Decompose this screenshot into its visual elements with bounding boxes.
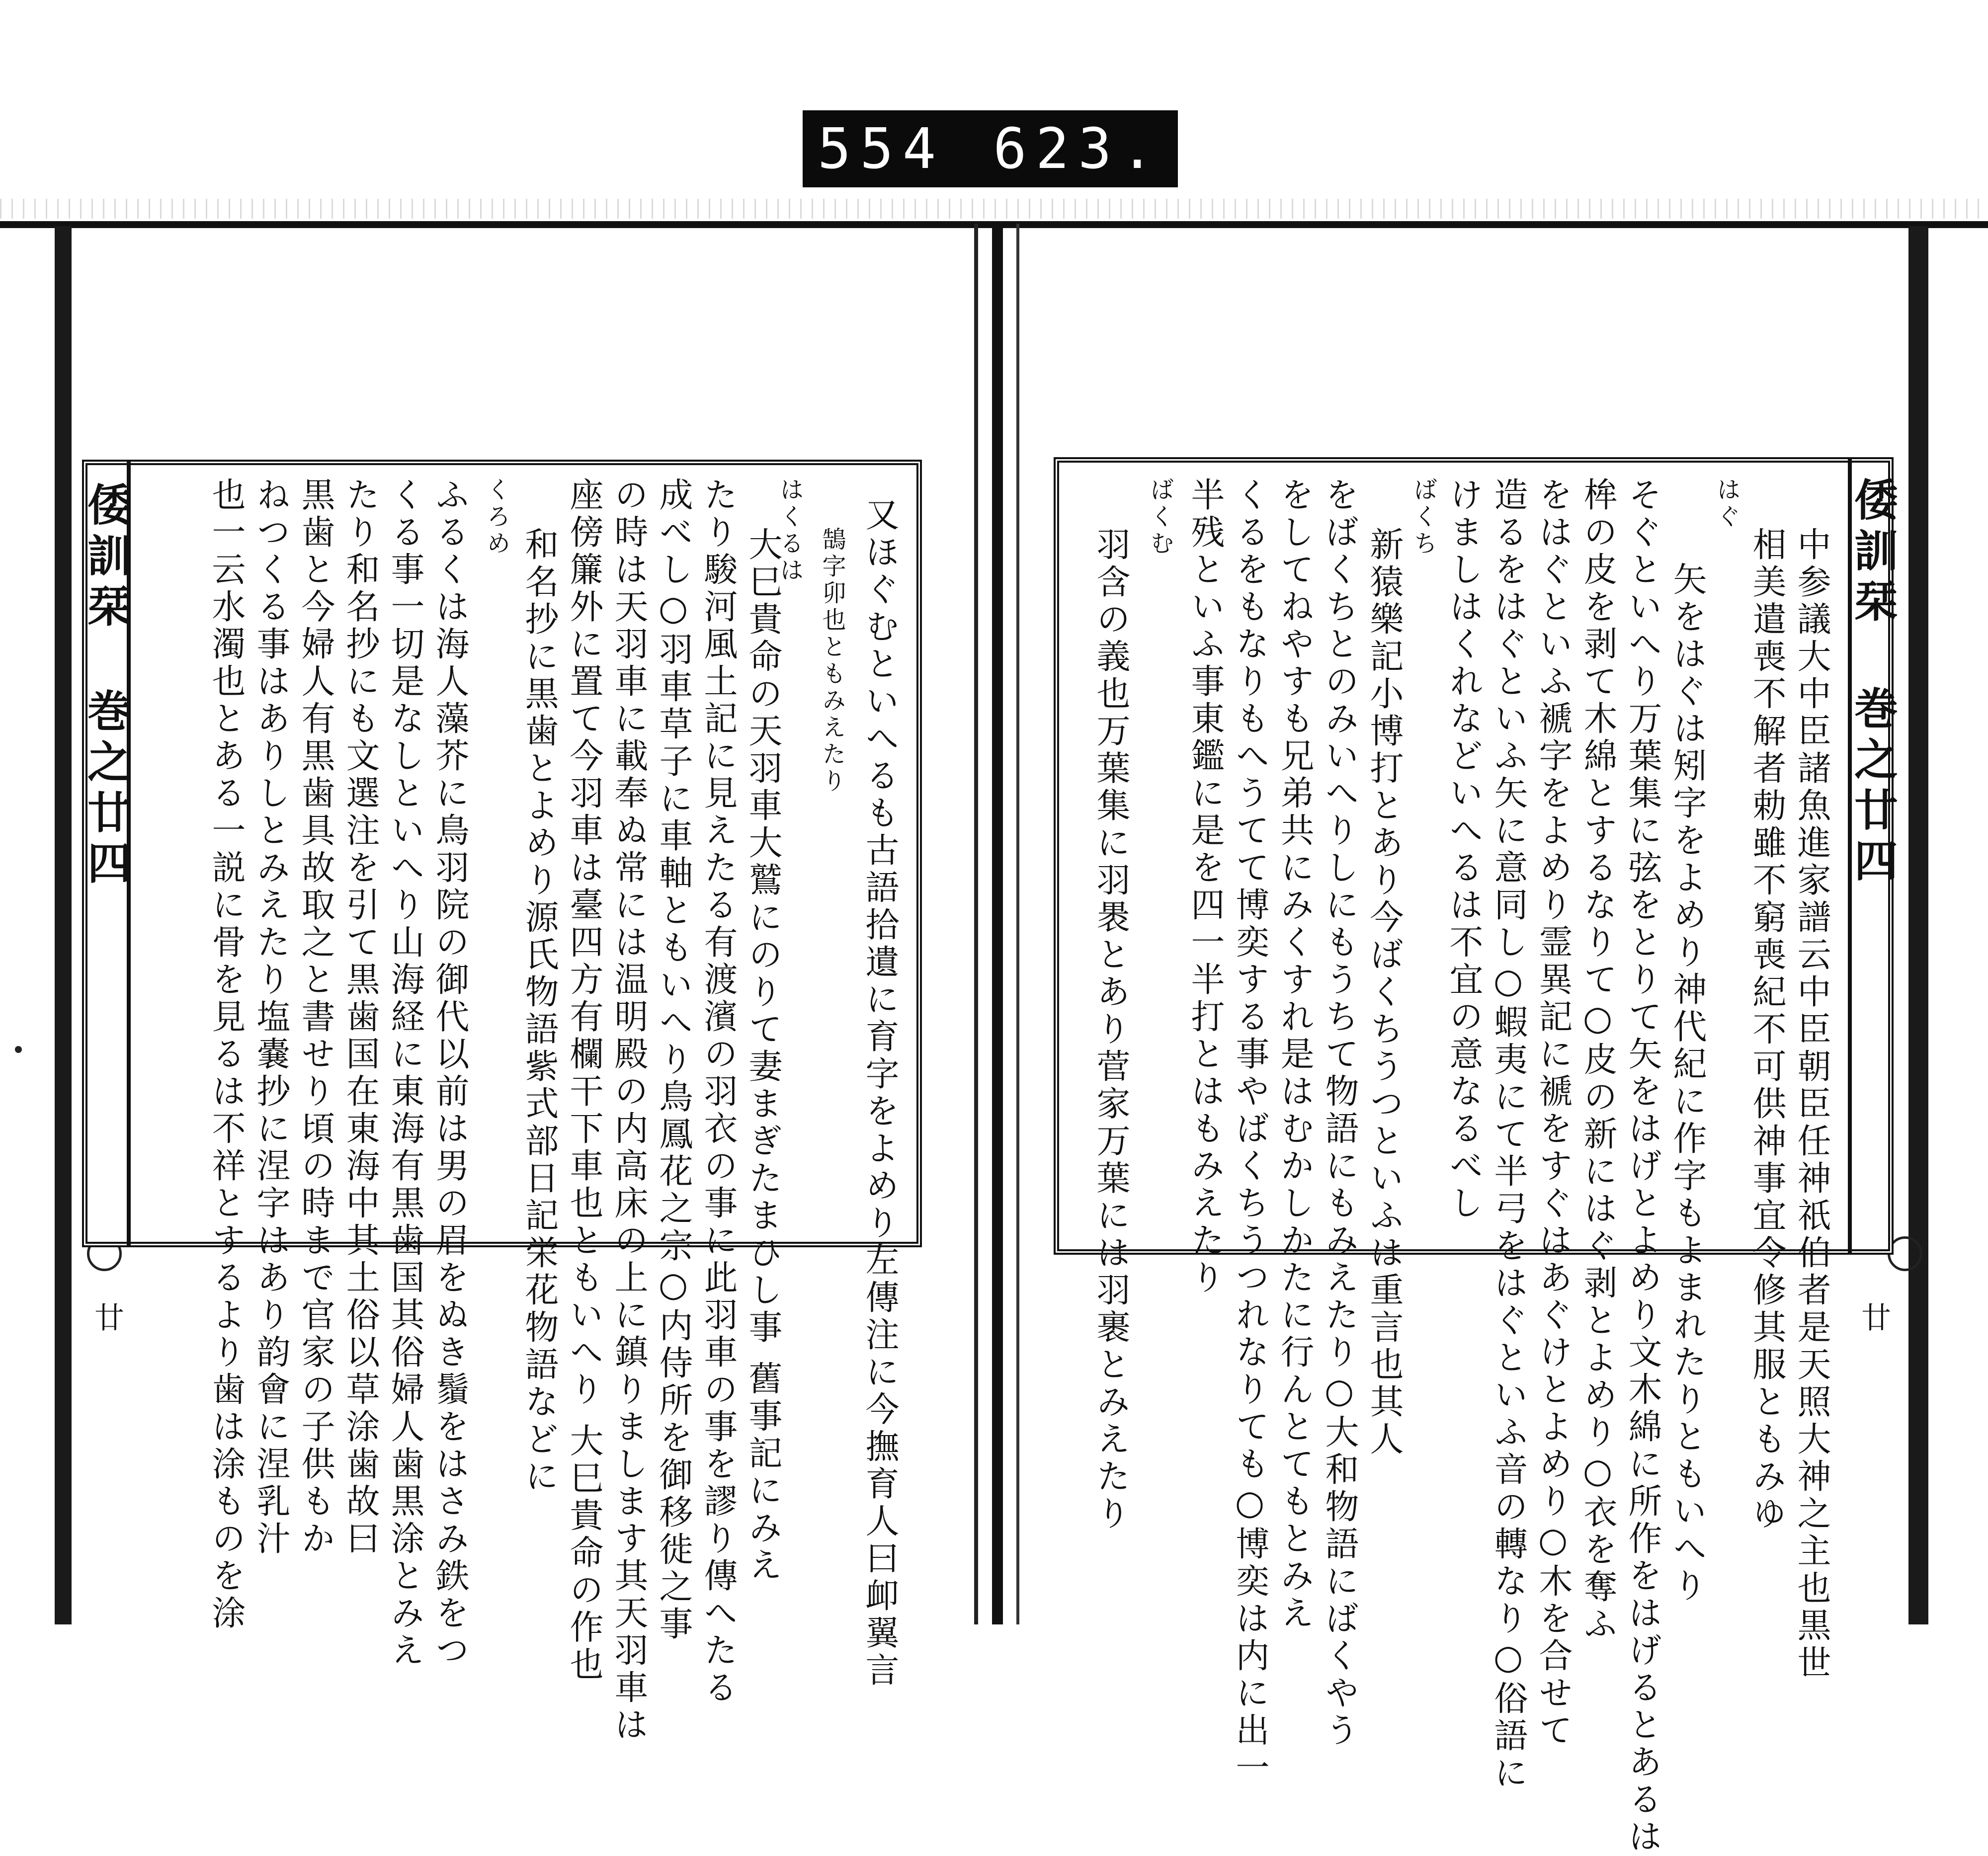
- book-spine: [992, 224, 1003, 1624]
- left-text-column: ふるくは海人藻芥に鳥羽院の御代以前は男の眉をぬき鬚をはさみ鉄をつ: [430, 477, 469, 1670]
- right-text-column: 相美遣喪不解者勅雖不窮喪紀不可供神事宜令修其服ともみゆ: [1747, 527, 1786, 1533]
- right-text-column: 新猿樂記小博打とあり今ばくちうつといふは重言也其人: [1364, 527, 1404, 1458]
- left-text-column: 和名抄に黒歯とよめり源氏物語紫式部日記栄花物語などに: [519, 527, 559, 1496]
- right-text-column: ばくむ: [1146, 477, 1174, 558]
- left-text-column: たり駿河風土記に見えたる有渡濱の羽衣の事に此羽車の事を謬り傳へたる: [698, 477, 738, 1707]
- right-text-column: けましはくれなどいへるは不宜の意なるべし: [1444, 477, 1483, 1222]
- left-running-title: 倭訓栞: [81, 482, 132, 634]
- right-text-column: ばくち: [1409, 477, 1437, 558]
- right-text-column: をばくちとのみいへりしにもうちて物語にもみえたり○大和物語にばくやう: [1320, 477, 1359, 1750]
- right-text-column: 中参議大中臣諸魚進家譜云中臣朝臣任神祇伯者是天照大神之主也黒世: [1792, 527, 1831, 1682]
- right-text-column: くるをもなりもへうてて博奕する事やばくちうつれなりても○博奕は内に出一: [1230, 477, 1269, 1787]
- left-text-column: 鵠字卯也ともみえたり: [818, 527, 846, 795]
- frame-number-right: 623.: [993, 116, 1163, 181]
- left-text-column: 又ほぐむといへるも古語拾遺に育字をよめり左傳注に今撫育人曰卹翼言: [860, 497, 899, 1690]
- gutter-shadow-left: [974, 224, 978, 1624]
- right-volume-label: 巻之廿四: [1847, 686, 1899, 888]
- left-text-column: たり和名抄にも文選注を引て黒歯国在東海中其土俗以草涂歯故曰: [340, 477, 380, 1558]
- right-running-title: 倭訓栞: [1847, 477, 1899, 629]
- left-text-column: くろめ: [483, 477, 510, 558]
- left-volume-label: 巻之廿四: [81, 688, 132, 891]
- ink-speck: [15, 1046, 22, 1053]
- right-text-column: をはぐといふ褫字をよめり霊異記に褫をすぐはあぐけとよめり○木を合せて: [1533, 477, 1573, 1750]
- left-text-column: くる事一切是なしといへり山海経に東海有黒歯国其俗婦人歯黒涂とみえ: [385, 477, 424, 1670]
- frame-number-left: 554: [818, 116, 945, 181]
- right-text-column: そぐといへり万葉集に弦をとりて矢をはげとよめり文木綿に所作をはげるとあるは: [1623, 477, 1662, 1856]
- frame-number-label: [803, 110, 1178, 187]
- scan-edge-noise: [0, 199, 1988, 219]
- right-text-column: はぐ: [1713, 477, 1740, 531]
- left-text-column: の時は天羽車に載奉ぬ常には温明殿の内高床の上に鎮りまします其天羽車は: [609, 477, 648, 1744]
- left-text-column: 大巳貴命の天羽車大鷲にのりて妻まぎたまひし事 舊事記にみえ: [743, 527, 782, 1585]
- right-text-column: 桙の皮を剥て木綿とするなりて○皮の新にはぐ剥とよめり○衣を奪ふ: [1578, 477, 1617, 1643]
- left-text-column: 黒歯と今婦人有黒歯具故取之と書せり頃の時まで官家の子供もか: [296, 477, 335, 1558]
- right-text-column: をしてねやすも兄弟共にみくすれ是はむかしかたに行んとてもとみえ: [1275, 477, 1314, 1632]
- right-text-column: 造るをはぐといふ矢に意同し○蝦夷にて半弓をはぐといふ音の轉なり○俗語に: [1489, 477, 1528, 1792]
- left-text-column: ねつくる事はありしとみえたり塩嚢抄に涅字はあり韵會に涅乳汁: [251, 477, 290, 1558]
- right-text-column: 矢をはぐは矧字をよめり神代紀に作字もよまれたりともいへり: [1667, 562, 1707, 1605]
- left-leaf-number: 廿: [89, 1302, 124, 1335]
- right-leaf-number: 廿: [1856, 1302, 1891, 1335]
- right-text-column: 羽含の義也万葉集に羽褁とあり菅家万葉には羽裹とみえたり: [1091, 527, 1130, 1533]
- left-text-column: 也一云水濁也とある一説に骨を見るは不祥とするより歯は涂ものを涂: [206, 477, 246, 1632]
- left-text-column: 座傍簾外に置て今羽車は臺四方有欄干下車也ともいへり 大巳貴命の作也: [564, 477, 603, 1684]
- gutter-shadow-right: [1016, 224, 1019, 1624]
- left-text-column: はくるは: [776, 477, 804, 584]
- right-text-column: 半残といふ事東鑑に是を四一半打とはもみえたり: [1185, 477, 1225, 1297]
- left-text-column: 成べし○羽車草子に車軸ともいへり鳥鳳花之宗○内侍所を御移徙之事: [654, 477, 693, 1643]
